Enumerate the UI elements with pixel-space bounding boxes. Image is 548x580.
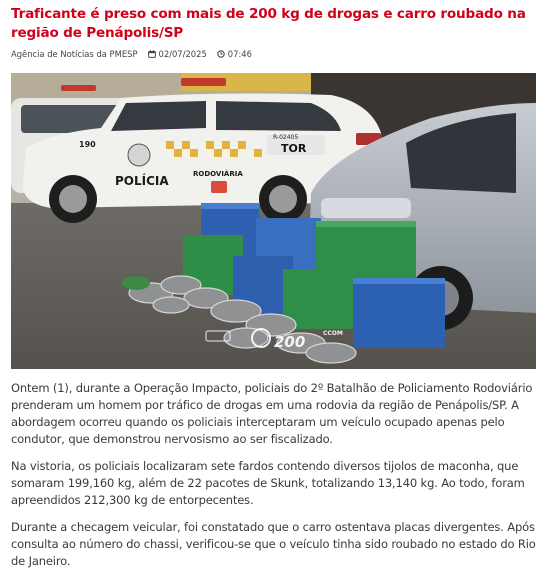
article-time: 07:46	[227, 49, 252, 59]
article-date: 02/07/2025	[158, 49, 207, 59]
watermark-200: 200	[274, 333, 306, 351]
article-paragraph-2: Na vistoria, os policiais localizaram sete fardos contendo diversos tijolos de maconha, que somaram 199,160 kg, além de 22 pacotes de Skunk, totalizando 13,140 kg. Ao todo, foram apreendidos 212,300 kg de entorpecentes.	[11, 459, 525, 507]
calendar-icon	[148, 50, 156, 58]
clock-icon	[217, 50, 225, 58]
article-source: Agência de Notícias da PMESP	[11, 49, 138, 59]
article-photo	[11, 73, 536, 369]
watermark-ccom: CCOM	[323, 330, 343, 337]
article-paragraph-3: Durante a checagem veicular, foi constatado que o carro ostentava placas divergentes. Após consulta ao número do chassi, verificou-se que o veículo tinha sido roubado no estado do Rio de Janeiro.	[11, 520, 536, 568]
car-unit: TOR	[281, 142, 307, 155]
car-label: POLÍCIA	[115, 174, 169, 188]
article-body	[11, 380, 539, 580]
car-number: 190	[79, 140, 96, 149]
car-plate: R-02405	[273, 134, 299, 141]
car-sublabel: RODOVIÁRIA	[193, 170, 243, 178]
article-headline: Traficante é preso com mais de 200 kg de drogas e carro roubado na região de Penápolis/SP	[11, 6, 526, 41]
article-meta	[11, 47, 252, 61]
article-paragraph-1: Ontem (1), durante a Operação Impacto, policiais do 2º Batalhão de Policiamento Rodoviário prenderam um homem por tráfico de drogas em uma rodovia da região de Penápolis/SP. A abordagem ocorreu quando os policiais interceptaram um veículo ocupado apenas pelo condutor, que demonstrou nervosismo ao ser fiscalizado.	[11, 381, 533, 446]
